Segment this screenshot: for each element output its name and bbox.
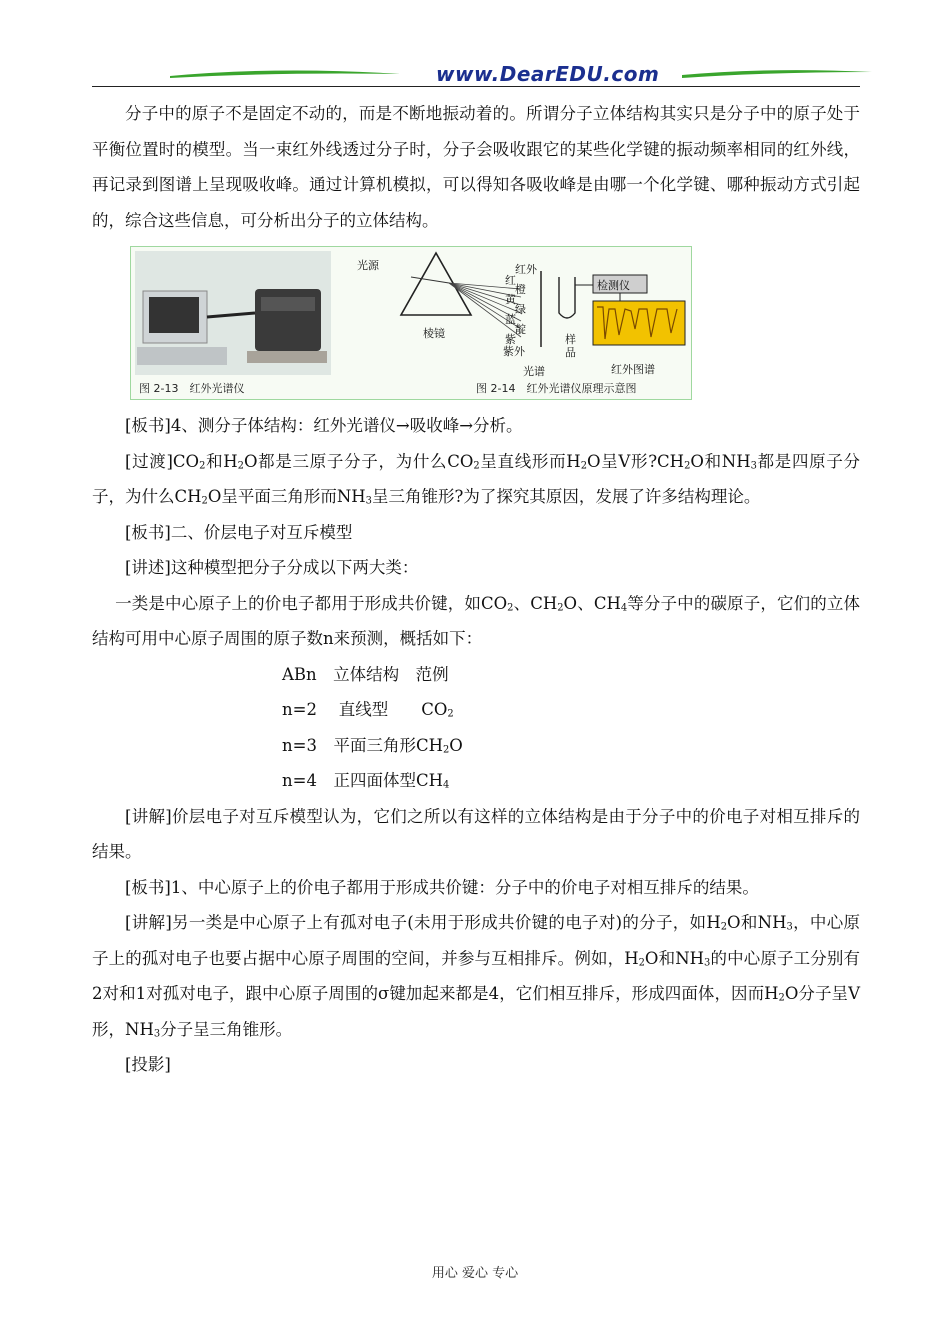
board-note-1: [板书]4、测分子体结构：红外光谱仪→吸收峰→分析。 (125, 416, 523, 435)
figure-caption-left: 图 2-13 红外光谱仪 (139, 382, 245, 395)
projection-note: [投影] (125, 1055, 171, 1074)
detector-label: 检测仪 (597, 279, 630, 292)
spectrum-label: 光谱 (523, 365, 545, 378)
spectrum-color: 红外 (515, 263, 537, 276)
spectrum-color: 黄 (505, 293, 516, 306)
page-header (92, 58, 860, 90)
spectrum-color: 紫 (505, 333, 516, 346)
vsepr-table-row: n=2 直线型 $CO_2$ (282, 700, 454, 720)
header-rule (92, 86, 860, 87)
prism-label: 棱镜 (423, 327, 445, 340)
class-a-paragraph: 一类是中心原子上的价电子都用于形成共价键，如$CO_2$、$CH_2O$、$CH_4$等分子中的碳原子，它们的立体结构可用中心原子周围的原子数n来预测，概括如下： (92, 593, 861, 648)
vsepr-table-row: n=4 正四面体型$CH_4$ (282, 771, 450, 791)
left-swoosh-decoration (170, 68, 400, 82)
transition-paragraph: [过渡]$CO_2$和$H_2O$都是三原子分子，为什么$CO_2$呈直线形而$H_2O$呈V形$?CH_2O$和$NH_3$都是四原子分子，为什么$CH_2O$呈平面三角形而$NH_3$呈三角锥形?为了探究其原因，发展了许多结构理论。 (92, 451, 861, 507)
lecture-note-1: [讲述]这种模型把分子分成以下两大类： (125, 558, 419, 577)
document-body (92, 96, 860, 1083)
spectrometer-illustration (135, 251, 331, 375)
light-source-label: 光源 (357, 259, 379, 272)
spectrum-color: 紫外 (503, 345, 525, 358)
board-note-2: [板书]二、价层电子对互斥模型 (125, 522, 353, 542)
figure-caption-right: 图 2-14 红外光谱仪原理示意图 (476, 382, 637, 395)
spectrum-color: 靛 (515, 323, 526, 336)
spectrum-color: 绿 (515, 303, 526, 316)
right-swoosh-decoration (682, 68, 872, 82)
explain-paragraph-1: [讲解]价层电子对互斥模型认为，它们之所以有这样的立体结构是由于分子中的价电子对相互排斥的结果。 (92, 806, 860, 861)
site-logo-text: www.DearEDU.com (436, 62, 660, 86)
spectrum-color: 蓝 (505, 313, 516, 326)
page-footer: 用心 爱心 专心 (431, 1266, 519, 1281)
board-note-3: [板书]1、中心原子上的价电子都用于形成共价键：分子中的价电子对相互排斥的结果。 (125, 877, 759, 897)
paragraph-ir-intro: 分子中的原子不是固定不动的，而是不断地振动着的。所谓分子立体结构其实只是分子中的原子处于平衡位置时的模型。当一束红外线透过分子时，分子会吸收跟它的某些化学键的振动频率相同的红外线，再记录到图谱上呈现吸收峰。通过计算机模拟，可以得知各吸收峰是由哪一个化学键、哪种振动方式引起的，综合这些信息，可分析出分子的立体结构。 (92, 104, 860, 230)
ir-spectrometer-figure (130, 246, 692, 400)
spectrum-color: 红 (505, 274, 516, 287)
sample-label: 样品 (565, 333, 576, 359)
vsepr-table-header: ABn 立体结构 范例 (282, 664, 449, 684)
ir-spectrometer-photo (135, 251, 331, 375)
explain-paragraph-2: [讲解]另一类是中心原子上有孤对电子(未用于形成共价键的电子对)的分子，如$H_2O$和$NH_3$，中心原子上的孤对电子也要占据中心原子周围的空间，并参与互相排斥。例如，$H_2O$和$NH_3$的中心原子工分别有2对和1对孤对电子，跟中心原子周围的σ键加起来都是4，它们相互排斥，形成四面体，因而$H_2O$分子呈V形，$NH_3$分子呈三角锥形。 (92, 913, 861, 1039)
spectrum-color: 橙 (515, 283, 526, 296)
vsepr-table-row: n=3 平面三角形$CH_2O$ (282, 735, 463, 755)
ir-chart-label: 红外图谱 (611, 363, 655, 376)
